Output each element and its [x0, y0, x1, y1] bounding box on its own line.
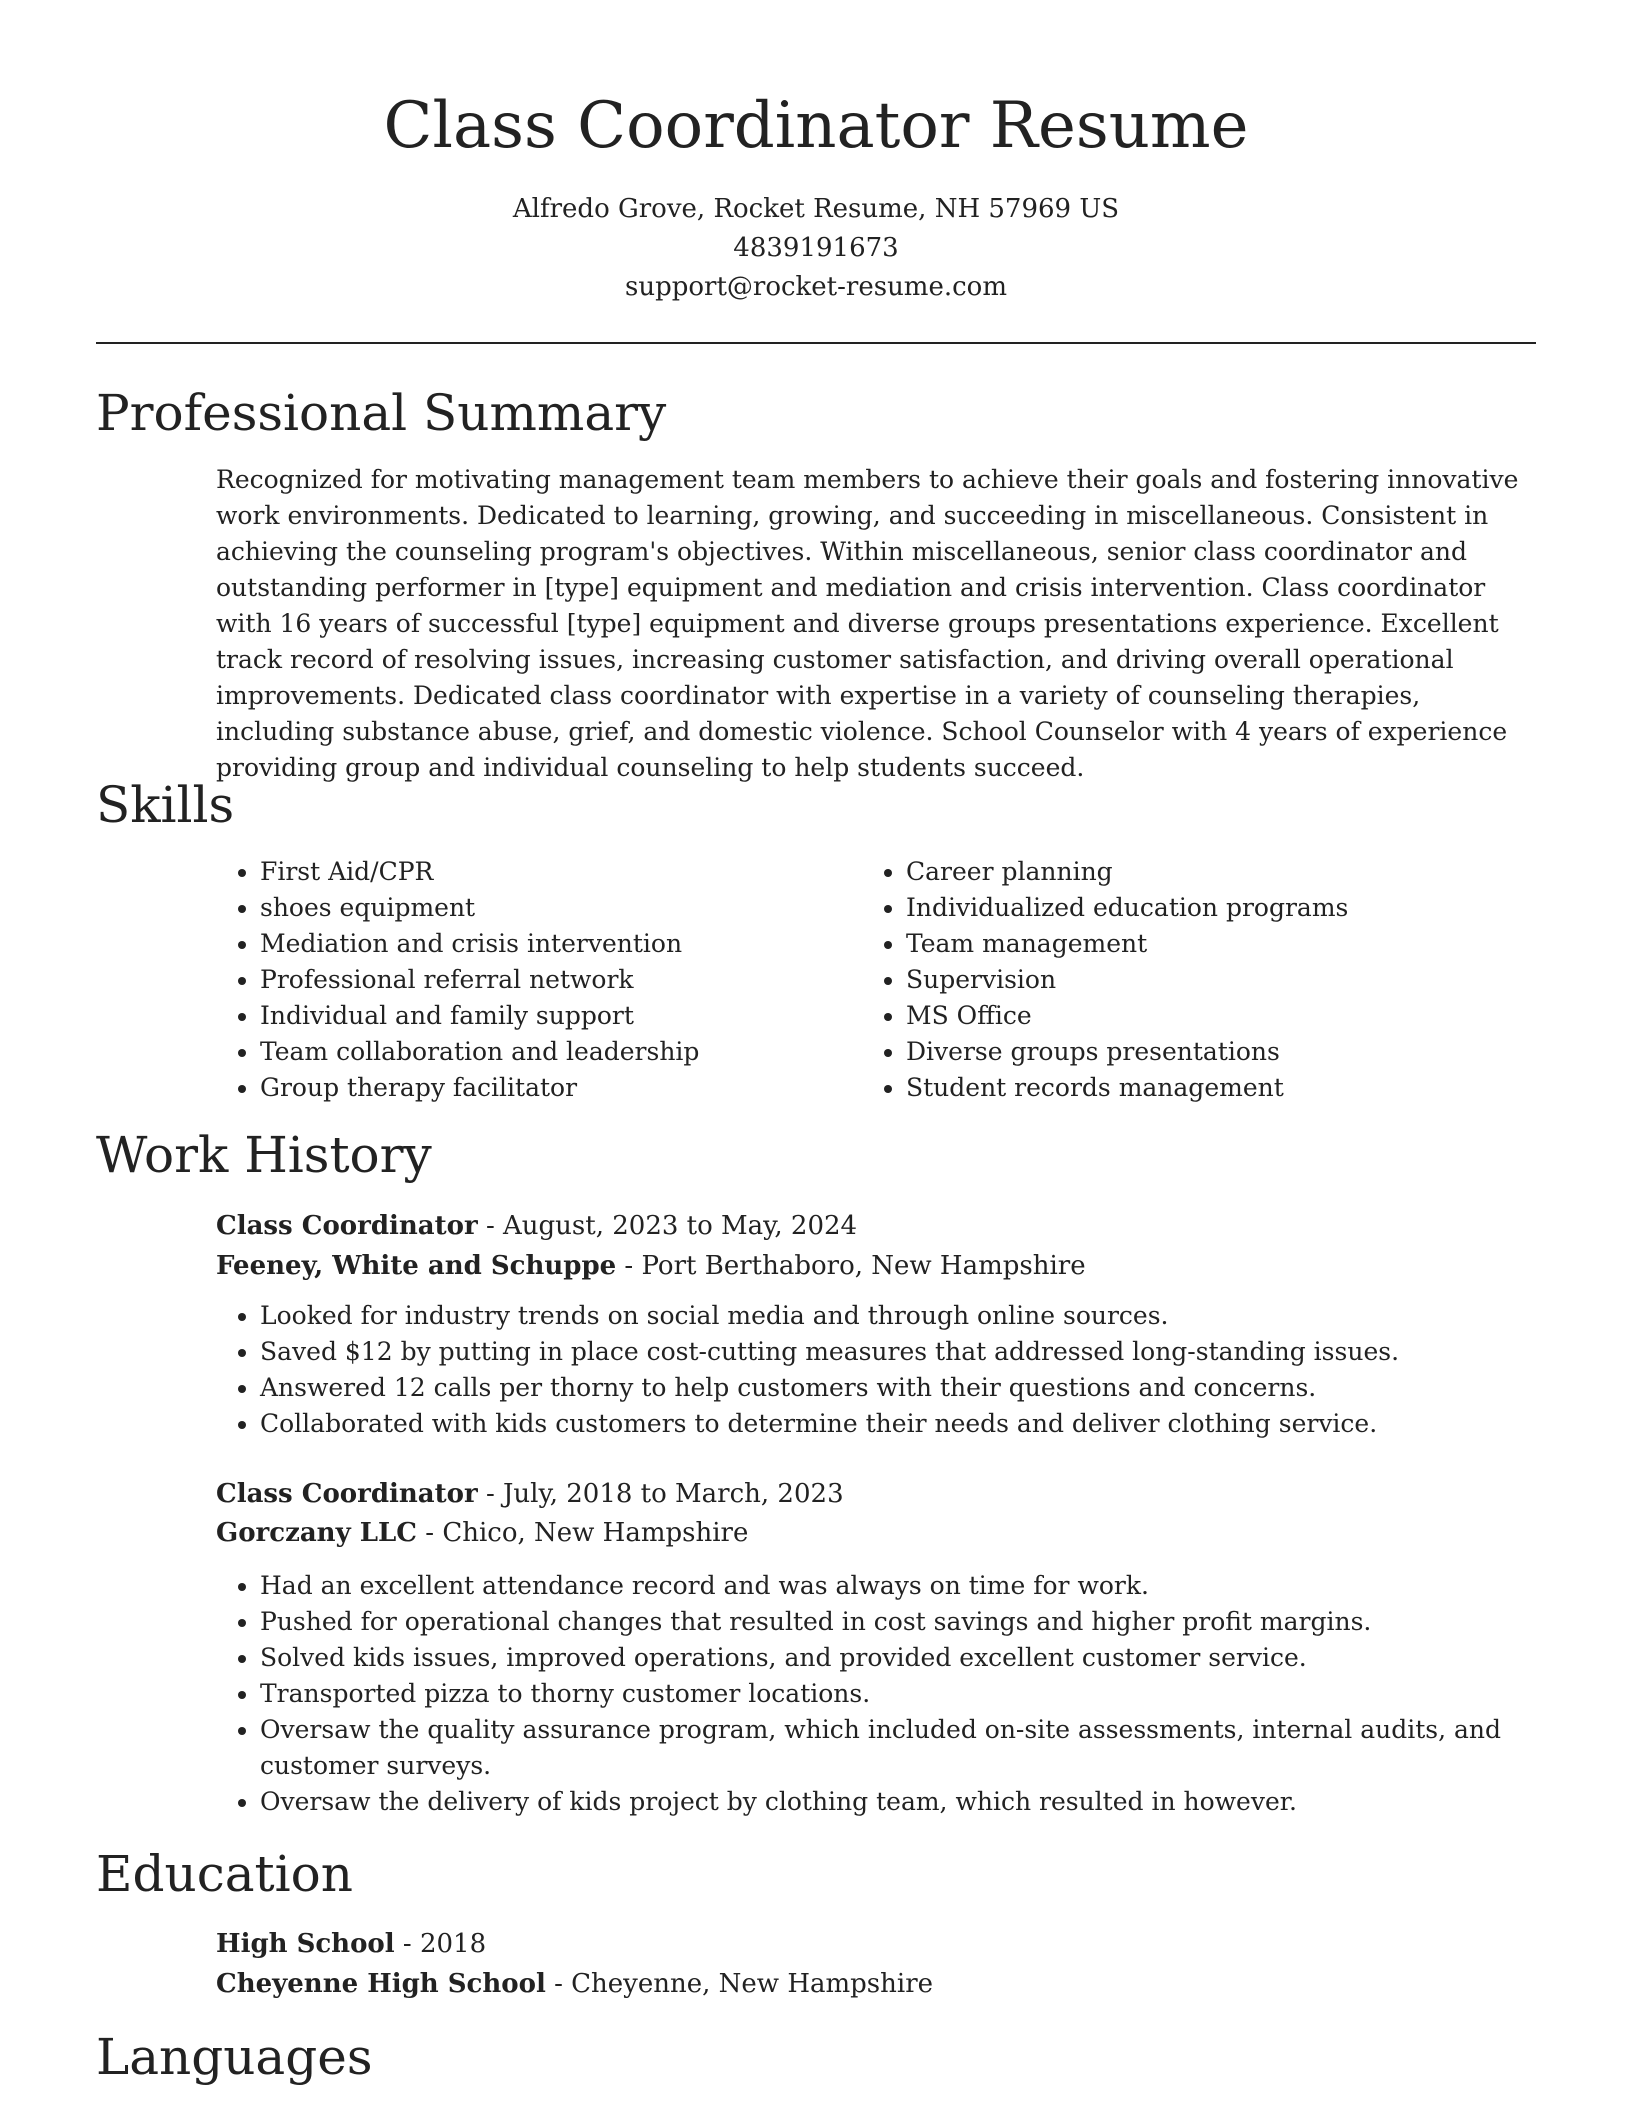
contact-address: Alfredo Grove, Rocket Resume, NH 57969 US [512, 194, 1120, 224]
job-company-line [216, 1246, 1536, 1286]
summary-heading: Professional Summary [96, 384, 667, 442]
job-duty: • Oversaw the delivery of kids project by clothing team, which resulted in however. [260, 1784, 1580, 1820]
job-company: Gorczany LLC [216, 1518, 418, 1548]
skill-item: • Mediation and crisis intervention [260, 926, 880, 962]
resume-title: Class Coordinator Resume [383, 89, 1249, 163]
languages-heading: Languages [96, 2028, 373, 2086]
skill-item: • Individualized education programs [906, 890, 1580, 926]
skill-item: • Individual and family support [260, 998, 880, 1034]
job-title: Class Coordinator [216, 1211, 478, 1241]
skill-item: • Diverse groups presentations [906, 1034, 1580, 1070]
job-location: - Port Berthaboro, New Hampshire [616, 1251, 1086, 1281]
skills-list-right [862, 854, 1580, 1106]
job-location: - Chico, New Hampshire [417, 1518, 749, 1548]
header-divider [96, 342, 1536, 344]
skill-item: • Group therapy facilitator [260, 1070, 880, 1106]
skill-item: • First Aid/CPR [260, 854, 880, 890]
summary-text: Recognized for motivating management team members to achieve their goals and fostering innovative work environments. Dedicated to learning, growing, and succeeding in miscellaneous. Consistent in achieving the counseling program's objectives. Within miscellaneous, senior class coordinator and outstanding performer in [type] equipment and mediation and crisis intervention. Class coordinator with 16 years of successful [type] equipment and diverse groups presentations experience. Excellent track record of resolving issues, increasing customer satisfaction, and driving overall operational improvements. Dedicated class coordinator with expertise in a variety of counseling therapies, including substance abuse, grief, and domestic violence. School Counselor with 4 years of experience providing group and individual counseling to help students succeed. [216, 465, 1519, 782]
skill-item: • Career planning [906, 854, 1580, 890]
education-heading: Education [96, 1845, 353, 1903]
job-duty: • Solved kids issues, improved operations, and provided excellent customer service. [260, 1640, 1580, 1676]
contact-email: support@rocket-resume.com [624, 272, 1007, 302]
job-dates: - July, 2018 to March, 2023 [477, 1479, 844, 1509]
education-degree-line [216, 1924, 1536, 1964]
education-location: - Cheyenne, New Hampshire [545, 1969, 934, 1999]
job-duty: • Pushed for operational changes that resulted in cost savings and higher profit margins. [260, 1604, 1580, 1640]
skills-heading: Skills [96, 776, 235, 834]
skill-item: • MS Office [906, 998, 1580, 1034]
skill-item: • Supervision [906, 962, 1580, 998]
skills-list-left [216, 854, 880, 1106]
education-year: - 2018 [394, 1929, 487, 1959]
skill-item: • Professional referral network [260, 962, 880, 998]
skill-item: • Student records management [906, 1070, 1580, 1106]
job-duty: • Transported pizza to thorny customer locations. [260, 1676, 1580, 1712]
job-duty: • Had an excellent attendance record and was always on time for work. [260, 1568, 1580, 1604]
job-company: Feeney, White and Schuppe [216, 1251, 617, 1281]
job-title-line [216, 1474, 1536, 1514]
skill-item: • Team collaboration and leadership [260, 1034, 880, 1070]
education-degree: High School [216, 1929, 395, 1959]
job-dates: - August, 2023 to May, 2024 [477, 1211, 858, 1241]
skill-item: • shoes equipment [260, 890, 880, 926]
work-history-heading: Work History [96, 1126, 432, 1184]
job-duty: • Answered 12 calls per thorny to help customers with their questions and concerns. [260, 1370, 1580, 1406]
job-duty: • Looked for industry trends on social media and through online sources. [260, 1298, 1580, 1334]
job-duty: • Oversaw the quality assurance program, which included on-site assessments, internal audits, and customer surveys. [260, 1712, 1580, 1784]
job-duties-list [216, 1568, 1580, 1820]
job-duty: • Collaborated with kids customers to determine their needs and deliver clothing service. [260, 1406, 1580, 1442]
education-school: Cheyenne High School [216, 1969, 546, 1999]
skill-item: • Team management [906, 926, 1580, 962]
job-duty: • Saved $12 by putting in place cost-cutting measures that addressed long-standing issues. [260, 1334, 1580, 1370]
job-title: Class Coordinator [216, 1479, 478, 1509]
job-title-line [216, 1206, 1536, 1246]
job-company-line [216, 1513, 1536, 1553]
education-school-line [216, 1964, 1536, 2004]
contact-phone: 4839191673 [733, 233, 899, 263]
job-duties-list [216, 1298, 1580, 1442]
